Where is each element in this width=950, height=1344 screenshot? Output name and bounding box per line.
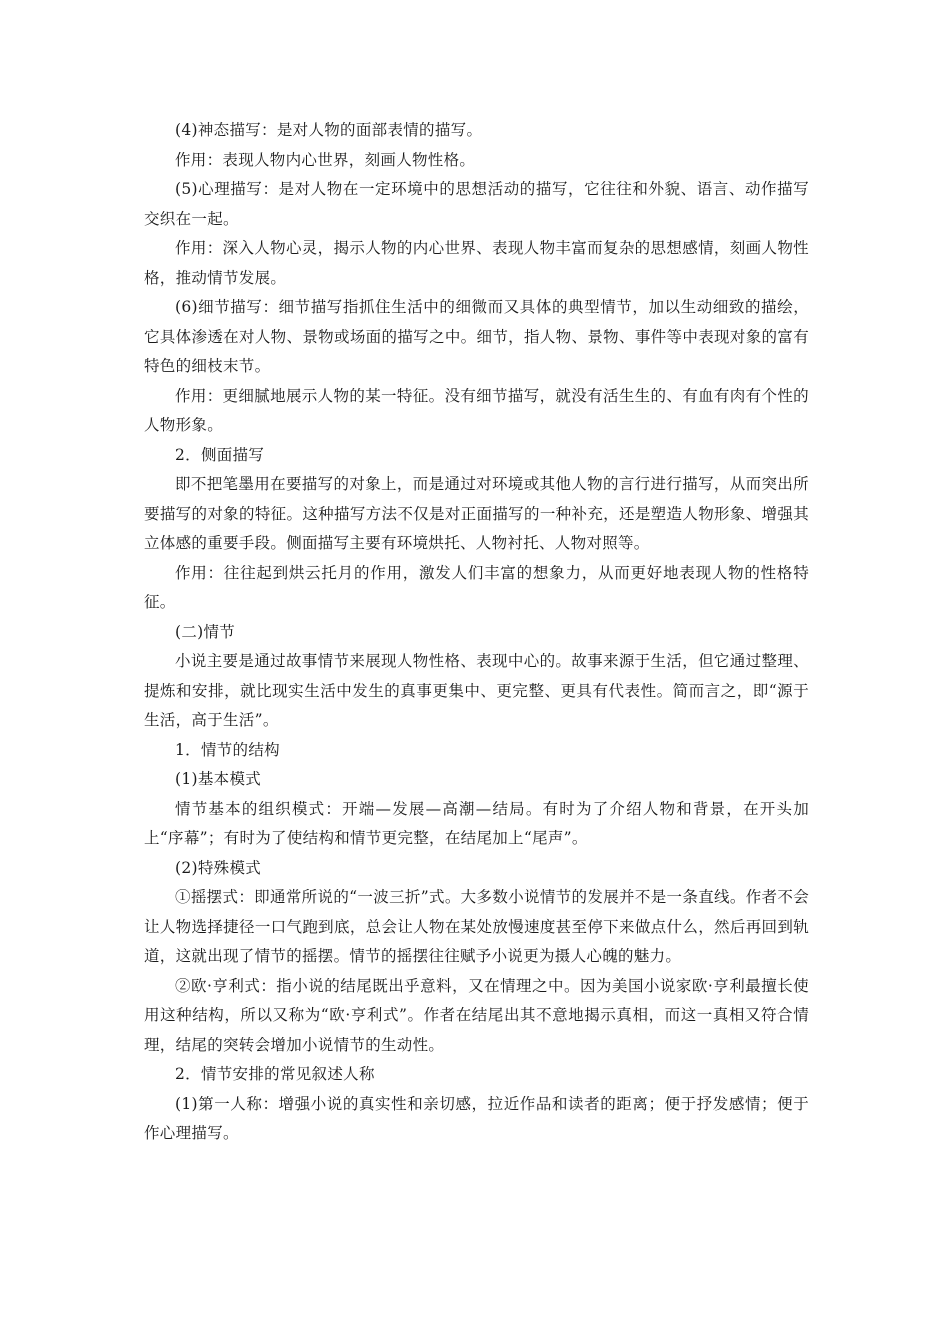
paragraph-expression-function: 作用：表现人物内心世界，刻画人物性格。: [175, 150, 476, 169]
heading-plot-structure: 1．情节的结构: [175, 740, 280, 759]
paragraph-detail-description: (6)细节描写：细节描写指抓住生活中的细微而又具体的典型情节，加以生动细致的描绘，它具体渗透在对人物、景物或场面的描写之中。细节，指人物、景物、事件等中表现对象的富有特色的细枝末节。: [144, 298, 809, 375]
paragraph-first-person: (1)第一人称：增强小说的真实性和亲切感，拉近作品和读者的距离；便于抒发感情；便于作心理描写。: [144, 1094, 809, 1142]
heading-special-pattern: (2)特殊模式: [175, 858, 262, 877]
paragraph-psychological-function: 作用：深入人物心灵，揭示人物的内心世界、表现人物丰富而复杂的思想感情，刻画人物性格，推动情节发展。: [144, 239, 809, 287]
heading-basic-pattern: (1)基本模式: [175, 770, 262, 788]
paragraph-detail-function: 作用：更细腻地展示人物的某一特征。没有细节描写，就没有活生生的、有血有肉有个性的人物形象。: [144, 386, 809, 434]
paragraph-psychological-description: (5)心理描写：是对人物在一定环境中的思想活动的描写，它往往和外貌、语言、动作描写交织在一起。: [144, 180, 809, 228]
document-body: [144, 116, 809, 1149]
paragraph-plot-intro: 小说主要是通过故事情节来展现人物性格、表现中心的。故事来源于生活，但它通过整理、提炼和安排，就比现实生活中发生的真事更集中、更完整、更具有代表性。简而言之，即“源于生活，高于生活”。: [144, 652, 809, 729]
paragraph-expression-description: (4)神态描写：是对人物的面部表情的描写。: [175, 121, 483, 139]
paragraph-swing-pattern: ①摇摆式：即通常所说的“一波三折”式。大多数小说情节的发展并不是一条直线。作者不会让人物选择捷径一口气跑到底，总会让人物在某处放慢速度甚至停下来做点什么，然后再回到轨道，这就出现了情节的摇摆。情节的摇摆往往赋予小说更为摄人心魄的魅力。: [144, 888, 809, 965]
paragraph-basic-pattern: 情节基本的组织模式：开端—发展—高潮—结局。有时为了介绍人物和背景，在开头加上“序幕”；有时为了使结构和情节更完整，在结尾加上“尾声”。: [144, 799, 809, 847]
heading-narrative-person: 2．情节安排的常见叙述人称: [175, 1065, 375, 1083]
paragraph-side-description: 即不把笔墨用在要描写的对象上，而是通过对环境或其他人物的言行进行描写，从而突出所要描写的对象的特征。这种描写方法不仅是对正面描写的一种补充，还是塑造人物形象、增强其立体感的重要手段。侧面描写主要有环境烘托、人物衬托、人物对照等。: [144, 475, 809, 552]
paragraph-o-henry-pattern: ②欧·亨利式：指小说的结尾既出乎意料，又在情理之中。因为美国小说家欧·亨利最擅长使用这种结构，所以又称为“欧·亨利式”。作者在结尾出其不意地揭示真相，而这一真相又符合情理，结尾的突转会增加小说情节的生动性。: [144, 976, 809, 1054]
heading-side-description: 2．侧面描写: [175, 445, 265, 464]
heading-plot: (二)情节: [175, 622, 236, 641]
paragraph-side-function: 作用：往往起到烘云托月的作用，激发人们丰富的想象力，从而更好地表现人物的性格特征。: [144, 563, 809, 611]
